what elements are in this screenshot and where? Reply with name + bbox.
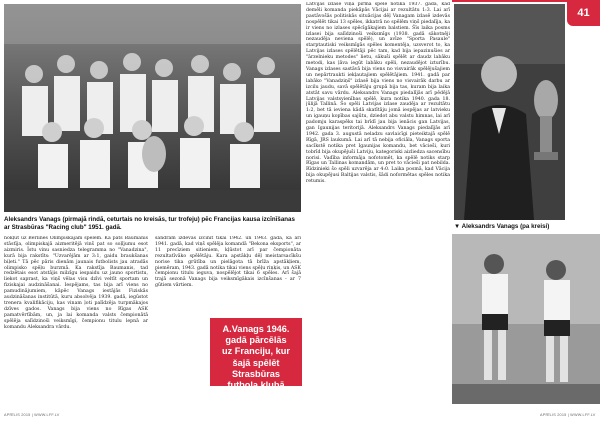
footer-left: APRĪLIS 2015 | WWW.LFF.LV	[4, 413, 60, 417]
pull-quote-line-3: Strasbūras futbola klubā	[227, 368, 285, 391]
portrait-photo	[454, 4, 565, 220]
portrait-caption-text: Aleksandrs Vanags (pa kreisi)	[461, 223, 550, 230]
pull-quote-line-4: "Racing Club"	[224, 391, 288, 402]
article-column-1: nokļūt uz Berlīnes Olimpiskajām spēlēm. Kā pats Baumanis stāstīja, olimpiskajā aizmeritējā vinš pat so soļījumu esot aizmiris. Īstu vinu sasniedza telegramma no "Vanadzina", kurā bija rakstīts: "Uzvarējām ar 3:1, gaidu braukšanas biļeti." Tā pēc pāris dienām jaunais futbolists jau atradās olimpisko spēļu burzmā. Ka rakstīja Baumanis, tad redzētais esot atstājis milzīgu iespaidu uz jauno sportistu, liekot saprast, ka viņš vēlas visu dzīvi veltīt sportam un fiziskajai audzināšanai. Iespējams, tas bija arī viens no pamudinājumiem, kāpēc Vanags iestājās Fiziskās audzināšanas institūtā, kuru absolvēja 1939. gadā, iegūstot trenera kvalifikāciju, kas vinam ļoti palīdzēja turpmākajos dzīves gados. Vanags bija viens no Rīgas ASK pamatvērtībām, un, ja lai komanda valsts čempionātā spēlēja salīdzinoši veiksmīgi, čempionu titulu lepnā ar komandu Aleksandra vārdu.	[4, 236, 148, 330]
team-photo	[4, 4, 301, 212]
pull-quote-line-2: uz Franciju, kur šajā spēlēt	[222, 346, 290, 368]
article-column-3: Latvijas izlasē viņa pirmā spēle notika 1937. gadā, kad demēli komanda piekāpās Vācijai ar rezultātu 1:3. Lai arī pastāvošās politiskās situācijas dēļ Vanagam izlasē izdevās nospēlēt tikai 13 spēles, ikkatrā no spēlēm viņš piedalīja, ka ir viens no izlases spēcīgākajiem balstiem. Šīs laika posms izlasei bija salīdzinoši veiksmīgs (1938. gadā sākotnēji nezaudēja neviena spēlē), un avīze "Sporta Pasaule" starptautiski veiksmīgās spēles komentēja, uzsverot to, ka Latvijas izlases spēlētāji pēc tam, kad bija iepazinušies ar "ārzelnieku metodes" lietu, sākuši spēlēt ar daudz labāku metodi, kas ļāva iegūt labāku spēli, nezaudējot izturību. Vanags izlases sastāvā bija viens no visvairāk spēlējušajiem un nepārtraukti iekļautajiem spēlētājiem. 1941. gadā par labāko "Vanadziņš" izlasē bija viens no visvairāk darbu ar izcilu jaudu, savā spēlētāju grupā bija tas, kuram bija laika atstāt savu vārdu. Aleksandrs Vanags piedalījās arī pēdējā Latvijas valstsvienības spēlē, kura notika 1940. gada 18. jūlijā Tallinā. Šo spēli Latvijas izlase zaudēja ar rezultātu 1:2, bet tā ieviena kādā skatītāju jomā iespējas ar latvieku un igauņu kopības sajūtu, dziedot abu valstu himnas, lai arī padomju karaspēks tai brīdī jau bija ienācis gan Latvijas, gan Igaunijas teritorijā. Aleksandrs Vanags piedalījās arī 1942. gada 3. augustā neladzu savlaicīgi pieteiktajā spēlē Rīgā, JRS laukumā. Lai arī tā nebija oficiāla, Vanags sporta sacīkstē notika pret Igaunijas komandu, bet vācieši, kuri tobrīd bija okupējuši Latviju, kategoriski aizliedza sacensību norisi. Vadība informāja nofotomēt, ka spēlē notiks starp Rīgas un Tallinas komandām, un pret to vācieši pat nebilda. Rīdzinieki šo spēli uzvarēja ar 4:0. Laika posmā, kad Vācija bija okupējusi Baltijas valstis, šādi noformētas spēles notika retumis.	[306, 2, 450, 185]
footer-right: APRĪLIS 2015 | WWW.LFF.LV	[540, 413, 596, 417]
action-photo	[452, 234, 600, 404]
team-photo-image	[4, 4, 301, 212]
portrait-photo-image	[454, 4, 565, 220]
portrait-side-stripe	[566, 26, 600, 222]
pull-quote-line-1: A.Vanags 1946. gadā pārcēlās	[222, 324, 290, 346]
action-photo-image	[452, 234, 600, 404]
article-column-2: sandram izdevās izcīnīt tikai 1942. un 1943. gadā, kā arī 1941. gadā, kad viņš spēlēja komandā "Bekona eksports", ar 11 precīziem sitieniem, kļūstot arī par čempionāta rezultatīvāko spēlētāju. Kara apstākļu dēļ meistarsacīkšu norise tika grūtība un pielāgota tā brīža apstākļiem, piemēram, 1943. gadā notika tikai viens spēļu riņķis, un ASK čempionu titulu ieguva, nospēlējot tikai 6 spēles. Arī šajā trajā sezonā Vanags bija veiksmīgākais izcīnšanas - ar 7 gūtiem vārtiem.	[155, 236, 301, 289]
pull-quote	[210, 318, 302, 402]
caption-marker-icon: ▼	[454, 223, 461, 230]
portrait-caption	[454, 223, 600, 231]
page-number: 41	[567, 0, 600, 26]
team-photo-caption: Aleksandrs Vanags (pirmajā rindā, ceturtais no kreisās, tur trofeju) pēc Francijas kausa izcīnīšanas ar Strasbūras "Racing club" 1951. gadā.	[4, 216, 295, 231]
